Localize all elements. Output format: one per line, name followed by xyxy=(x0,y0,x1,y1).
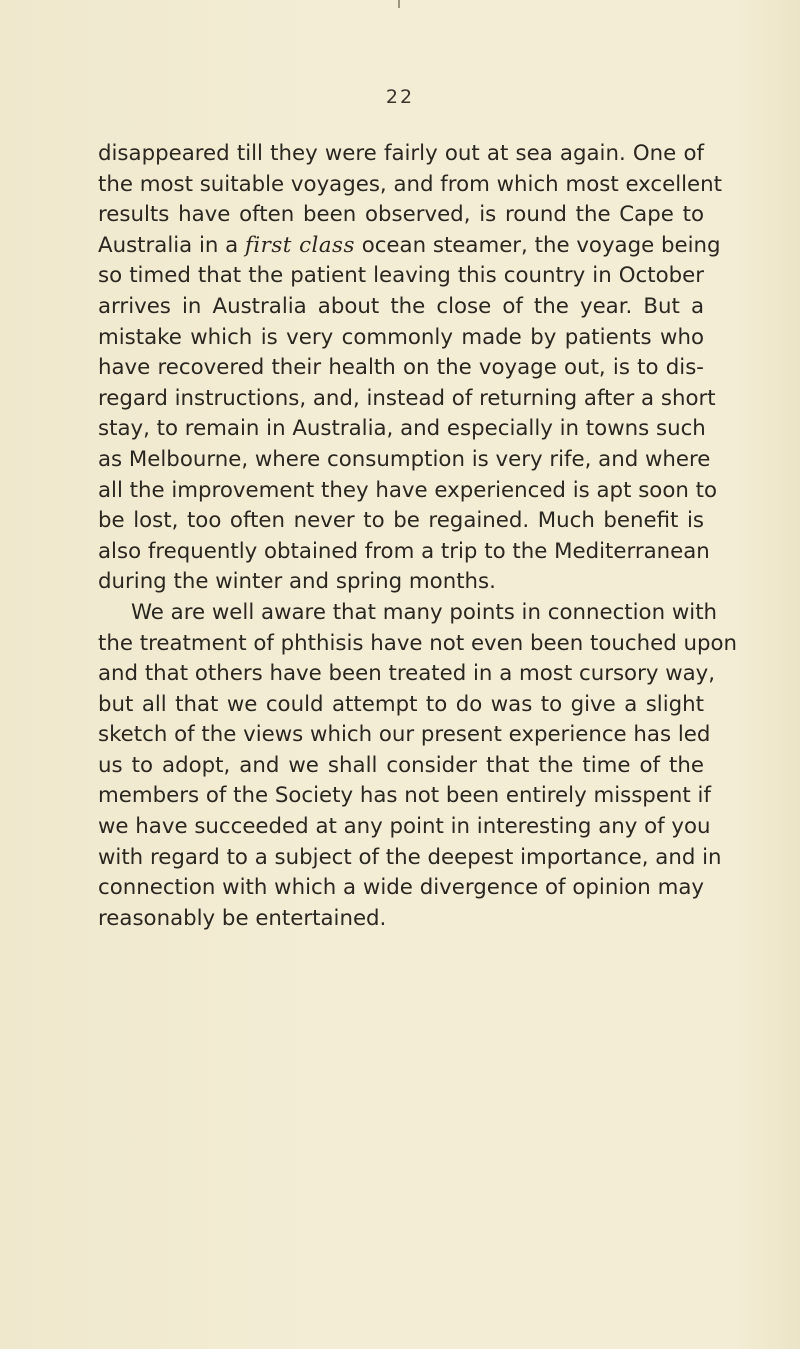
text-run: ocean steamer, the voyage being xyxy=(354,232,721,258)
text-line: so timed that the patient leaving this country in October xyxy=(98,263,704,289)
text-line: mistake which is very commonly made by patients who xyxy=(98,324,704,350)
text-line: with regard to a subject of the deepest importance, and in xyxy=(98,844,722,870)
text-line: have recovered their health on the voyage out, is to dis- xyxy=(98,355,704,381)
text-line: sketch of the views which our present experience has led xyxy=(98,722,711,748)
text-line: We are well aware that many points in connection with xyxy=(131,599,718,625)
text-line: connection with which a wide divergence of opinion may xyxy=(98,875,704,901)
text-line: stay, to remain in Australia, and especially in towns such xyxy=(98,416,706,442)
text-line: we have succeeded at any point in interesting any of you xyxy=(98,814,711,840)
text-line: but all that we could attempt to do was to give a slight xyxy=(98,691,704,717)
text-line: us to adopt, and we shall consider that the time of the xyxy=(98,752,704,778)
text-line: be lost, too often never to be regained. Much benefit is xyxy=(98,508,704,534)
text-line: all the improvement they have experienced is apt soon to xyxy=(98,477,717,503)
text-line: regard instructions, and, instead of returning after a short xyxy=(98,385,716,411)
text-line: reasonably be entertained. xyxy=(98,905,387,931)
text-line: members of the Society has not been entirely misspent if xyxy=(98,783,711,809)
text-line: also frequently obtained from a trip to the Mediterranean xyxy=(98,538,710,564)
text-line: arrives in Australia about the close of the year. But a xyxy=(98,293,704,319)
text-line: results have often been observed, is round the Cape to xyxy=(98,202,704,228)
emphasis-text: first class xyxy=(244,232,355,258)
text-line: and that others have been treated in a most cursory way, xyxy=(98,661,716,687)
text-line: the most suitable voyages, and from which most excellent xyxy=(98,171,722,197)
page-edge-mark xyxy=(398,0,400,8)
text-line: disappeared till they were fairly out at sea again. One of xyxy=(98,141,704,166)
text-line: during the winter and spring months. xyxy=(98,569,496,595)
text-line: the treatment of phthisis have not even been touched upon xyxy=(98,630,738,656)
text-run: Australia in a xyxy=(98,232,245,258)
text-line: as Melbourne, where consumption is very rife, and where xyxy=(98,446,711,472)
body-text xyxy=(98,139,738,934)
page-number: 22 xyxy=(385,86,415,108)
text-line xyxy=(98,231,721,262)
